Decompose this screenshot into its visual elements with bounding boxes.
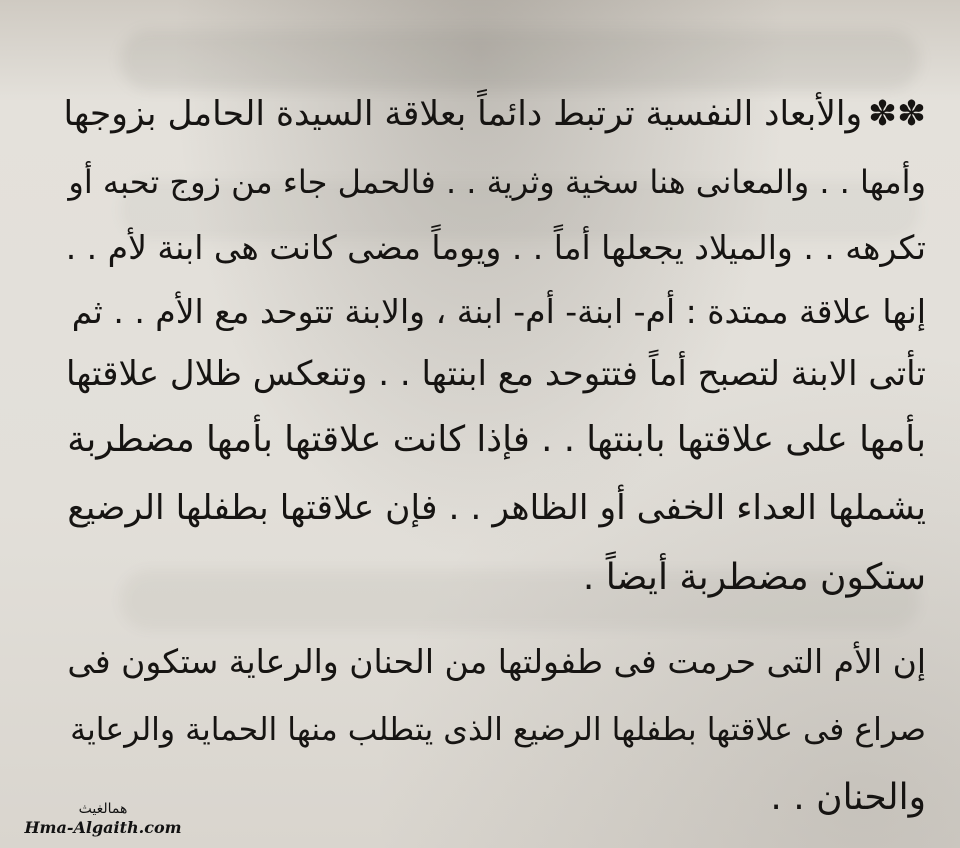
text-line: ستكون مضطربة أيضاً . [582, 557, 926, 598]
text-line: تأتى الابنة لتصبح أماً فتتوحد مع ابنتها . . وتنعكس ظلال علاقتها [65, 354, 926, 394]
site-watermark [18, 800, 188, 838]
text-line: يشملها العداء الخفى أو الظاهر . . فإن علاقتها بطفلها الرضيع [67, 488, 926, 528]
watermark-arabic: همالغيث [78, 801, 128, 817]
text-line: والحنان . . [770, 777, 926, 818]
asterism-icon: ✽✽ [868, 94, 926, 134]
text-line: صراع فى علاقتها بطفلها الرضيع الذى يتطلب منها الحماية والرعاية [70, 712, 926, 748]
text-line: بأمها على علاقتها بابنتها . . فإذا كانت علاقتها بأمها مضطربة [67, 419, 926, 460]
text-line: إن الأم التى حرمت فى طفولتها من الحنان والرعاية ستكون فى [67, 642, 926, 681]
text-line: تكرهه . . والميلاد يجعلها أماً . . ويوماً مضى كانت هى ابنة لأم . . [65, 228, 926, 267]
text-line: ✽✽والأبعاد النفسية ترتبط دائماً بعلاقة السيدة الحامل بزوجها [63, 94, 926, 134]
watermark-url: Hma-Algaith.com [24, 818, 182, 837]
bleed-through-shadow [120, 30, 920, 90]
text-line: إنها علاقة ممتدة : أم- ابنة- أم- ابنة ، والابنة تتوحد مع الأم . . ثم [71, 292, 926, 331]
text-line: وأمها . . والمعانى هنا سخية وثرية . . فالحمل جاء من زوج تحبه أو [68, 163, 926, 201]
